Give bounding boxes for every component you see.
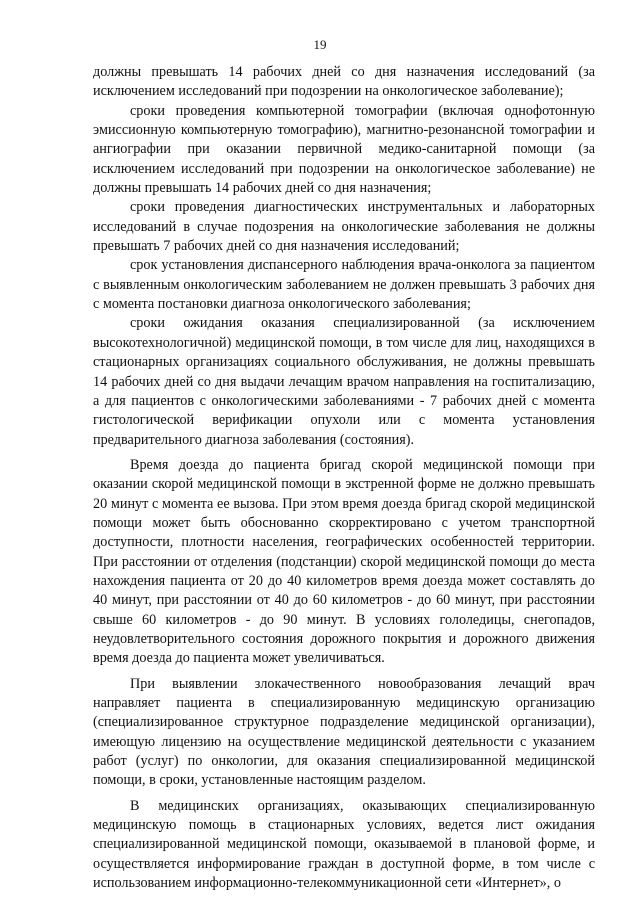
- document-body: [93, 63, 595, 893]
- paragraph-4: срок установления диспансерного наблюдения врача-онколога за пациентом с выявленным онкологическим заболеванием не должен превышать 3 рабочих дня с момента постановки диагноза онкологического заболевания;: [93, 257, 595, 313]
- paragraph-1: должны превышать 14 рабочих дней со дня назначения исследований (за исключением исследований при подозрении на онкологическое заболевание);: [93, 64, 595, 100]
- paragraph-2: сроки проведения компьютерной томографии (включая однофотонную эмиссионную компьютерную томографию), магнитно-резонансной томографии и ангиографии при оказании первичной медико-санитарной помощи (за исключением исследований при подозрении на онкологическое заболевание) не должны превышать 14 рабочих дней со дня назначения;: [93, 102, 595, 197]
- paragraph-5: сроки ожидания оказания специализированной (за исключением высокотехнологичной) медицинской помощи, в том числе для лиц, находящихся в стационарных организациях социального обслуживания, не должны превышать 14 рабочих дней со дня выдачи лечащим врачом направления на госпитализацию, а для пациентов с онкологическими заболеваниями - 7 рабочих дней с момента гистологической верификации опухоли или с момента установления предварительного диагноза заболевания (состояния).: [93, 315, 595, 448]
- page-number: 19: [313, 37, 327, 52]
- paragraph-6: Время доезда до пациента бригад скорой медицинской помощи при оказании скорой медицинской помощи в экстренной форме не должно превышать 20 минут с момента ее вызова. При этом время доезда бригад скорой медицинской помощи может быть обоснованно скорректировано с учетом транспортной доступности, плотности населения, географических особенностей территории. При расстоянии от отделения (подстанции) скорой медицинской помощи до места нахождения пациента от 20 до 40 километров время доезда может составлять до 40 минут, при расстоянии от 40 до 60 километров - до 60 минут, при расстоянии свыше 60 километров - до 90 минут. В условиях гололедицы, снегопадов, неудовлетворительного состояния дорожного покрытия и дорожного движения время доезда до пациента может увеличиваться.: [93, 456, 595, 667]
- paragraph-7: При выявлении злокачественного новообразования лечащий врач направляет пациента в специализированную медицинскую организацию (специализированное структурное подразделение медицинской организации), имеющую лицензию на осуществление медицинской деятельности с указанием работ (услуг) по онкологии, для оказания специализированной медицинской помощи, в сроки, установленные настоящим разделом.: [93, 675, 595, 789]
- paragraph-8: В медицинских организациях, оказывающих специализированную медицинскую помощь в стационарных условиях, ведется лист ожидания специализированной медицинской помощи, оказываемой в плановой форме, и осуществляется информирование граждан в доступной форме, в том числе с использованием информационно-телекоммуникационной сети «Интернет», о: [93, 797, 595, 892]
- paragraph-3: сроки проведения диагностических инструментальных и лабораторных исследований в случае подозрения на онкологические заболевания не должны превышать 7 рабочих дней со дня назначения исследований;: [93, 199, 595, 255]
